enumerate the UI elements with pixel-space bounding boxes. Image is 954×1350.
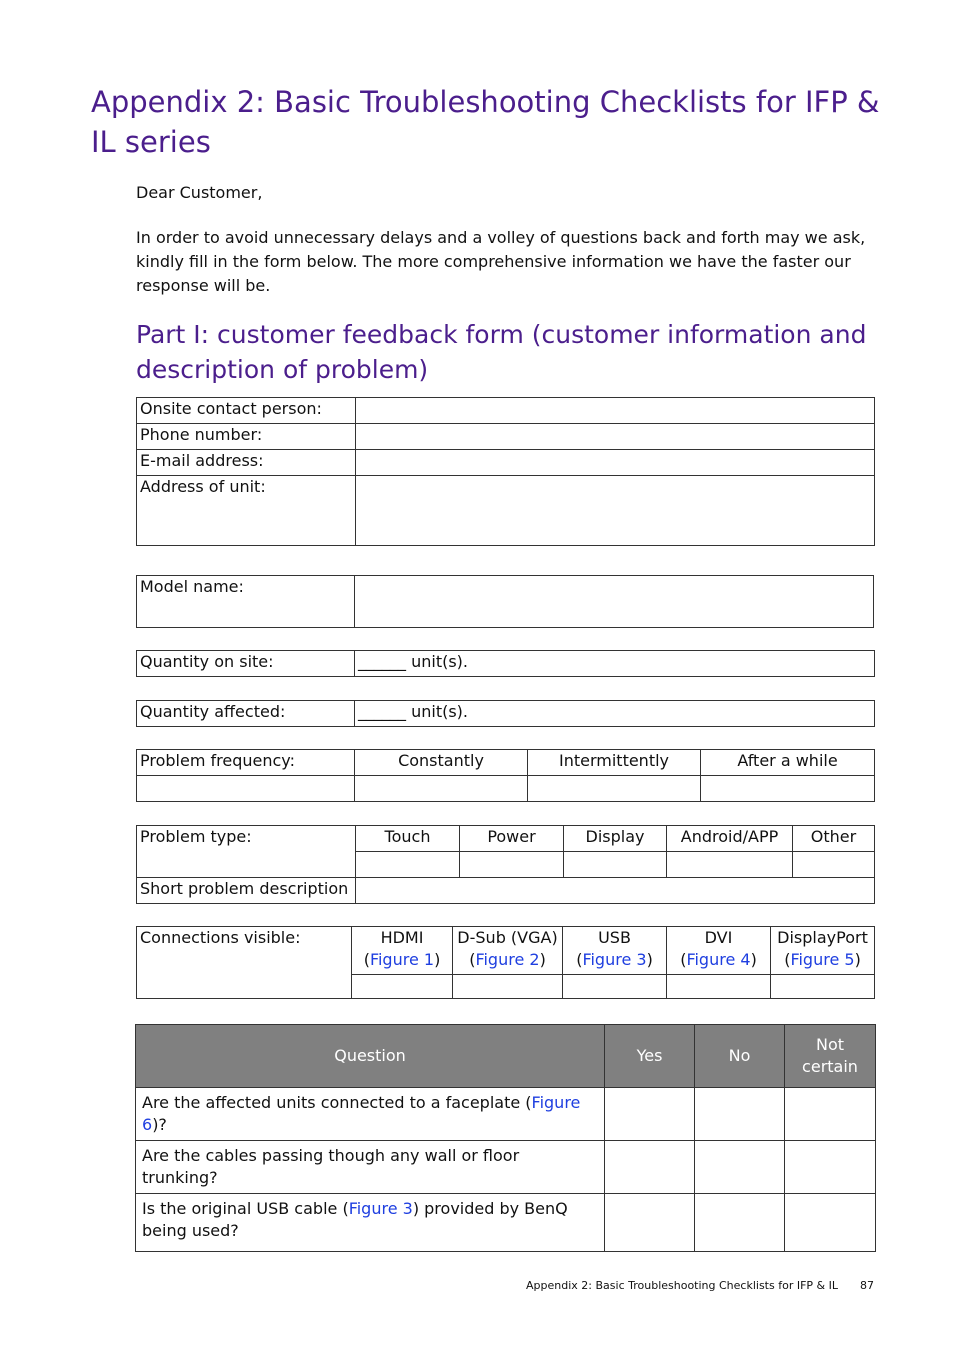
question-text	[136, 1141, 605, 1194]
phone-field[interactable]	[356, 424, 875, 450]
not-certain-column-header: Not certain	[785, 1025, 876, 1088]
address-field[interactable]	[356, 476, 875, 546]
answer-yes-cell[interactable]	[605, 1088, 695, 1141]
answer-not-certain-cell[interactable]	[785, 1194, 876, 1252]
quantity-affected-table	[136, 700, 875, 727]
figure-link[interactable]: Figure 4	[686, 950, 751, 969]
question-text	[136, 1194, 605, 1252]
frequency-check-after-a-while[interactable]	[701, 776, 875, 802]
question-text	[136, 1088, 605, 1141]
footer-title: Appendix 2: Basic Troubleshooting Checklists for IFP & IL	[526, 1279, 838, 1292]
answer-yes-cell[interactable]	[605, 1141, 695, 1194]
frequency-check-constantly[interactable]	[355, 776, 528, 802]
email-field[interactable]	[356, 450, 875, 476]
connection-name: USB	[598, 928, 631, 947]
intro-paragraph: In order to avoid unnecessary delays and a volley of questions back and forth may we ask, kindly fill in the form below. The more comprehensive information we have the faster our response will be.	[136, 228, 866, 295]
problem-type-check-other[interactable]	[793, 852, 875, 878]
quantity-site-label: Quantity on site:	[137, 651, 355, 677]
answer-yes-cell[interactable]	[605, 1194, 695, 1252]
email-label: E-mail address:	[137, 450, 356, 476]
no-column-header: No	[695, 1025, 785, 1088]
onsite-contact-label: Onsite contact person:	[137, 398, 356, 424]
connection-name: DisplayPort	[777, 928, 868, 947]
frequency-option-after-a-while: After a while	[701, 750, 875, 776]
table-row	[136, 1194, 876, 1252]
model-name-label: Model name:	[137, 576, 355, 628]
page-number: 87	[860, 1279, 874, 1292]
connection-name: DVI	[704, 928, 733, 947]
connection-name: D-Sub (VGA)	[457, 928, 558, 947]
problem-type-label: Problem type:	[137, 826, 356, 878]
problem-type-option-display: Display	[564, 826, 667, 852]
answer-no-cell[interactable]	[695, 1194, 785, 1252]
problem-type-check-android-app[interactable]	[667, 852, 793, 878]
question-text-part: ) provided by BenQ being used?	[142, 1199, 568, 1240]
connection-check-hdmi[interactable]	[352, 975, 453, 999]
question-text-part: Is the original USB cable (	[142, 1199, 349, 1218]
connection-option-usb: USB (Figure 3)	[563, 927, 667, 975]
problem-type-check-display[interactable]	[564, 852, 667, 878]
problem-type-option-android-app: Android/APP	[667, 826, 793, 852]
page-title: Appendix 2: Basic Troubleshooting Checklists for IFP & IL series	[91, 85, 880, 159]
problem-type-option-power: Power	[460, 826, 564, 852]
greeting: Dear Customer,	[136, 183, 263, 202]
section-heading-part1: Part I: customer feedback form (customer information and description of problem)	[136, 320, 867, 384]
quantity-affected-field[interactable]: ______ unit(s).	[355, 701, 875, 727]
frequency-blank-cell	[137, 776, 355, 802]
page-footer	[480, 1278, 874, 1294]
question-text-part: Are the cables passing though any wall or floor trunking?	[142, 1146, 520, 1187]
problem-type-option-other: Other	[793, 826, 875, 852]
problem-type-option-touch: Touch	[356, 826, 460, 852]
onsite-contact-field[interactable]	[356, 398, 875, 424]
answer-no-cell[interactable]	[695, 1141, 785, 1194]
problem-type-check-power[interactable]	[460, 852, 564, 878]
question-column-header: Question	[136, 1025, 605, 1088]
connection-option-hdmi: HDMI (Figure 1)	[352, 927, 453, 975]
short-description-field[interactable]	[356, 878, 875, 904]
table-row	[136, 1141, 876, 1194]
answer-not-certain-cell[interactable]	[785, 1141, 876, 1194]
question-text-part: )?	[152, 1115, 167, 1134]
model-table	[136, 575, 874, 628]
figure-link[interactable]: Figure 6	[142, 1093, 581, 1134]
connection-check-dsub[interactable]	[453, 975, 563, 999]
figure-link[interactable]: Figure 1	[369, 950, 435, 969]
problem-type-check-touch[interactable]	[356, 852, 460, 878]
figure-link[interactable]: Figure 5	[790, 950, 855, 969]
connection-name: HDMI	[380, 928, 424, 947]
connection-option-displayport: DisplayPort (Figure 5)	[771, 927, 875, 975]
address-label: Address of unit:	[137, 476, 356, 546]
model-name-field[interactable]	[355, 576, 874, 628]
problem-type-table	[136, 825, 875, 904]
connection-option-dvi: DVI (Figure 4)	[667, 927, 771, 975]
short-description-label: Short problem description	[137, 878, 356, 904]
connections-label: Connections visible:	[137, 927, 352, 999]
figure-link[interactable]: Figure 2	[475, 950, 540, 969]
connections-table	[136, 926, 875, 999]
answer-no-cell[interactable]	[695, 1088, 785, 1141]
phone-label: Phone number:	[137, 424, 356, 450]
table-row	[136, 1088, 876, 1141]
frequency-table	[136, 749, 875, 802]
frequency-option-constantly: Constantly	[355, 750, 528, 776]
quantity-affected-label: Quantity affected:	[137, 701, 355, 727]
connection-option-dsub: D-Sub (VGA) (Figure 2)	[453, 927, 563, 975]
quantity-site-table	[136, 650, 875, 677]
answer-not-certain-cell[interactable]	[785, 1088, 876, 1141]
connection-check-dvi[interactable]	[667, 975, 771, 999]
question-text-part: Are the affected units connected to a faceplate (	[142, 1093, 532, 1112]
connection-check-usb[interactable]	[563, 975, 667, 999]
questions-table	[135, 1024, 876, 1252]
yes-column-header: Yes	[605, 1025, 695, 1088]
connection-check-displayport[interactable]	[771, 975, 875, 999]
frequency-label: Problem frequency:	[137, 750, 355, 776]
figure-link[interactable]: Figure 3	[348, 1199, 413, 1218]
figure-link[interactable]: Figure 3	[582, 950, 647, 969]
frequency-option-intermittently: Intermittently	[528, 750, 701, 776]
quantity-site-field[interactable]: ______ unit(s).	[355, 651, 875, 677]
frequency-check-intermittently[interactable]	[528, 776, 701, 802]
contact-table	[136, 397, 875, 546]
